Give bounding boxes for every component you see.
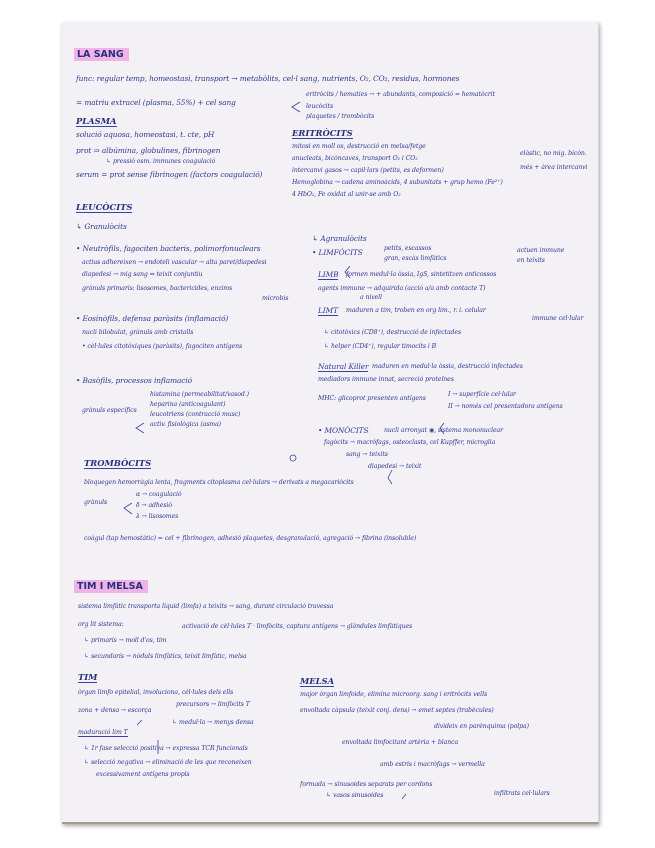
mhc-class-2: II → només cel presentadora antígens [448,403,563,410]
monocits-line-4: diapedesi → teixit [368,463,422,470]
notes-sheet [62,22,599,824]
tim-line-3b: ↳ medul·la → menys densa [172,719,254,726]
plasma-line-1: solució aquosa, homeostasi, t. cte, pH [76,130,215,139]
monocits-line-3: sang → teixits [346,451,388,458]
heading-melsa: MELSA [300,676,335,686]
eosinofils-line-2: nucli bilobulat, grànuls amb cristalls [82,329,194,336]
nk-label: Natural Killer [318,362,369,371]
tim-melsa-primaris: ↳ primaris → moll d'os, tim [84,637,167,644]
heading-leucocits: LEUCÒCITS [76,202,133,212]
tim-melsa-line-2b: activació de cèl·lules T · limfòcits, captura antígens → glàndules limfàtiques [182,623,413,630]
tim-seleccio-negativa: ↳ selecció negativa → eliminació de les que reconeixen [84,759,252,766]
heading-eritrocits: ERITRÒCITS [292,128,353,138]
trombocits-coagul: coàgul (tap hemostàtic) = cel + fibrinogen, adhesió plaquetes, desgranulació, agregació → fibrina (insoluble) [84,535,417,542]
neutrofils-note: microbis [262,295,289,302]
nk-text: maduren en medul·la òssia, destrucció infectades [372,363,523,370]
eosinofils-line-3: • cèl·lules citotòxiques (paràsits), fagociten antígens [82,343,243,350]
plasma-line-2: prot ⇒ albúmina, globulines, fibrinogen [76,146,221,155]
tim-maduracio: maduració lim T [78,729,128,736]
limfocits-note-3: actuen immune [517,247,565,254]
limfocits-note-2: gran, escàs limfàtics [384,255,447,262]
melsa-line-2: envoltada càpsula (teixit conj. dens) → emet septes (trabècules) [300,707,494,714]
trombocits-alpha: α → coagulació [136,491,182,498]
trombocits-delta: δ → adhesió [136,502,172,509]
basofils-title: • Basòfils, processos inflamació [76,376,192,385]
tim-line-1: òrgan limfo epitelial, involuciona, cèl·lules dels ells [78,689,234,696]
limb-text: formen medul·la òssia, IgS, sintetitzen anticossos [346,271,497,278]
trombocits-granuls: grànuls [84,499,108,506]
eritrocits-line-2: anucleats, bicòncaves, transport O₂ i CO₂ [292,155,418,162]
limfocits-note-1: petits, escassos [384,245,432,252]
limb-label: LIMB [318,270,339,279]
melsa-line-8: infiltrats cel·lulars [494,790,550,797]
melsa-line-5: amb estris i macròfags → vermella [380,761,485,768]
monocits-title: • MONÒCITS [318,426,369,435]
nk-line-2: mediadors immune innat, secreció proteïnes [318,376,454,383]
neutrofils-title: • Neutròfils, fagociten bacteris, polimorfonuclears [76,244,261,253]
neutrofils-line-3: diapedesi → mig sang ⇒ teixit conjuntiu [82,271,203,278]
melsa-line-7: ↳ vasos sinusoides [326,792,384,799]
limt-citotoxics: ↳ citotòxics (CD8⁺), destrucció de infectades [324,329,462,336]
melsa-line-4: envoltada limfocitant artèria + blanca [342,739,459,746]
nucleus-doodle [290,455,296,461]
heading-plasma: PLASMA [76,116,117,126]
limt-helper: ↳ helper (CD4⁺), regular timocits i B [324,343,437,350]
sang-composition: = matriu extracel (plasma, 55%) + cel sang [76,98,236,107]
tim-melsa-line-1: sistema limfàtic transporta líquid (limfa) a teixits → sang, durant circulació travessa [78,603,334,610]
eosinofils-title: • Eosinòfils, defensa paràsits (inflamació) [76,314,229,323]
mhc-class-1: I → superfície cel·lular [448,391,516,398]
neutrofils-line-4: grànuls primaris: lisosomes, bactericides, enzims [82,285,233,292]
limb-note: a nivell [360,294,382,301]
trombocits-line-1: bloquegen hemorràgia lenta, fragments citoplasma cel·lulars → derivats a megacariòcits [84,479,354,486]
plasma-line-4: serum = prot sense fibrinogen (factors coagulació) [76,170,263,179]
melsa-line-6: formada → sinusoides separats per cordons [300,781,433,788]
eritrocits-line-1: mitosi en moll os, destrucció en melsa/fetge [292,143,426,150]
tim-line-2: zona + densa → escorça [78,707,152,714]
neutrofils-line-2: actius adhereixen → endoteli vascular → alta paret/diapedesi [82,259,267,266]
eritrocits-note-2: més + àrea intercanvi [520,164,588,171]
heading-la-sang: LA SANG [74,48,129,61]
heading-tim-melsa: TIM I MELSA [74,580,148,593]
limfocits-note-4: en teixits [517,257,545,264]
tim-line-2b: precursors → limfòcits T [176,701,250,708]
basofils-item-2: heparina (anticoagulant) [150,401,226,408]
melsa-line-1: major òrgan limfoide, elimina microorg. sang i eritròcits vells [300,691,488,698]
trombocits-lambda: λ → lisosomes [136,513,179,520]
tim-line-6: excessivament antígens propis [96,771,190,778]
basofils-granuls: grànuls específics [82,407,137,414]
eritrocits-line-3: intercanvi gasos → capil·lars (petits, es deformen) [292,167,444,174]
tim-melsa-secundaris: ↳ secundaris → nòduls limfàtics, teixit limfàtic, melsa [84,653,247,660]
agranulocits-label: ↳ Agranulòcits [312,234,367,243]
sang-leucocits: leucòcits [306,103,334,110]
eritrocits-line-4: Hemoglobina → cadena aminoàcids, 4 subunitats + grup hemo (Fe²⁺) [292,179,503,186]
sang-eritrocits: eritròcits / hematies → + abundants, composició = hematòcrit [306,91,496,98]
plasma-line-3: ↳ pressió osm. immunes coagulació [106,158,216,165]
monocits-line-2: fagòcits → macròfags, osteoclasts, cel Kupffer, microglia [324,439,496,446]
basofils-item-1: histamina (permeabilitat/vasod.) [150,391,249,398]
mhc-text: MHC: glicoprot presenten antígens [318,395,426,402]
granulocits-label: ↳ Granulòcits [76,222,127,231]
basofils-item-4: activ. fisiològica (asma) [150,421,221,428]
sang-functions: func: regular temp, homeostasi, transport → metabòlits, cel·l sang, nutrients, O₂, CO₂, residus, hormones [76,74,460,83]
limt-text: maduren a tim, troben en org lim., r. i. celular [346,307,486,314]
limt-note: immune cel·lular [532,315,584,322]
limfocits-title: • LIMFÒCITS [312,248,363,257]
eritrocits-line-5: 4 HbO₂, Fe oxidat al unir-se amb O₂ [292,191,401,198]
melsa-line-3: divideix en parènquima (polpa) [434,723,529,730]
eritrocits-note-1: elàstic, no mig. bicòn. [520,150,587,157]
tim-melsa-line-2: org lit sistema: [78,621,124,628]
limb-line-2: agents immune → adquirida (acció a/a amb contacte T) [318,285,486,292]
limt-label: LIMT [318,306,338,315]
tim-seleccio-positiva: ↳ 1r fase selecció positiva → expressa TCR funcionals [84,745,248,752]
monocits-line-1: nucli arronyat ◉, sistema mononuclear [384,427,503,434]
heading-trombocits: TROMBÒCITS [84,458,152,468]
sang-plaquetes: plaquetes / trombòcits [306,113,375,120]
basofils-item-3: leucotriens (contracció musc) [150,411,241,418]
heading-tim: TIM [78,672,98,682]
